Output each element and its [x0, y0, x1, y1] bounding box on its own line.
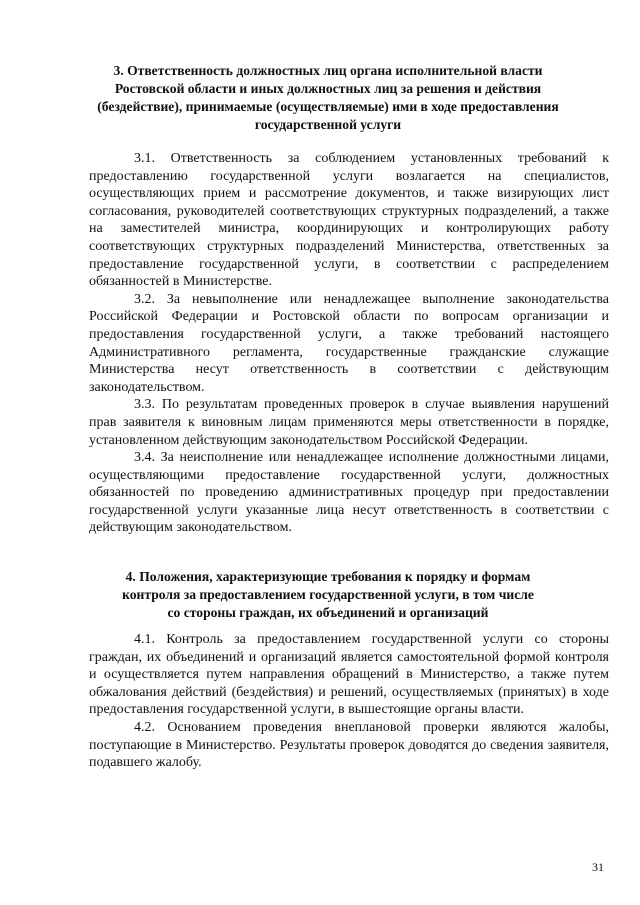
section-3-heading-line-1: 3. Ответственность должностных лиц органа исполнительной власти — [113, 63, 543, 78]
section-3-body — [89, 150, 609, 537]
paragraph-3-4: 3.4. За неисполнение или ненадлежащее исполнение должностными лицами, осуществляющими предоставление государственной услуги, должностных обязанностей по проведению административных процедур при предоставлении государственной услуги указанные лица несут ответственность в соответствии с действующим законодательством. — [89, 450, 609, 536]
section-3-heading-line-2: Ростовской области и иных должностных лиц за решения и действия — [114, 81, 542, 96]
paragraph-3-1: 3.1. Ответственность за соблюдением установленных требований к предоставлению государственной услуги возлагается на специалистов, осуществляющих прием и рассмотрение документов, и также визирующих лист согласования, руководителей соответствующих структурных подразделений, а также на заместителей министра, координирующих и контролирующих работу соответствующих структурных подразделений Министерства, ответственных за предоставление государственной услуги, в соответствии с распределением обязанностей в Министерстве. — [89, 151, 609, 290]
section-4-heading — [88, 568, 568, 622]
paragraph-3-2: 3.2. За невыполнение или ненадлежащее выполнение законодательства Российской Федерации и Ростовской области по вопросам организации и предоставления государственной услуги, а также требований настоящего Административного регламента, государственные гражданские служащие Министерства несут ответственность в соответствии с действующим законодательством. — [89, 291, 609, 395]
section-3-heading — [88, 62, 568, 134]
section-4-heading-line-1: 4. Положения, характеризующие требования к порядку и формам — [125, 569, 531, 584]
section-4-heading-line-3: со стороны граждан, их объединений и организаций — [167, 605, 489, 620]
page-number: 31 — [592, 860, 604, 874]
section-4-heading-line-2: контроля за предоставлением государственной услуги, в том числе — [122, 587, 534, 602]
section-3-heading-line-4: государственной услуги — [254, 117, 402, 132]
paragraph-4-1: 4.1. Контроль за предоставлением государственной услуги со стороны граждан, их объединений и организаций является самостоятельной формой контроля и осуществляется путем направления обращений в Министерство, а также путем обжалования действий (бездействия) и решений, осуществляемых (принятых) в ходе предоставления государственной услуги, в вышестоящие органы власти. — [89, 632, 609, 718]
paragraph-3-3: 3.3. По результатам проведенных проверок в случае выявления нарушений прав заявителя к виновным лицам применяются меры ответственности в порядке, установленном действующим законодательством Российской Федерации. — [89, 397, 609, 448]
section-3-heading-line-3: (бездействие), принимаемые (осуществляемые) ими в ходе предоставления — [97, 99, 559, 114]
paragraph-4-2: 4.2. Основанием проведения внеплановой проверки являются жалобы, поступающие в Министерство. Результаты проверок доводятся до сведения заявителя, подавшего жалобу. — [89, 719, 609, 771]
section-4-body — [89, 631, 609, 772]
